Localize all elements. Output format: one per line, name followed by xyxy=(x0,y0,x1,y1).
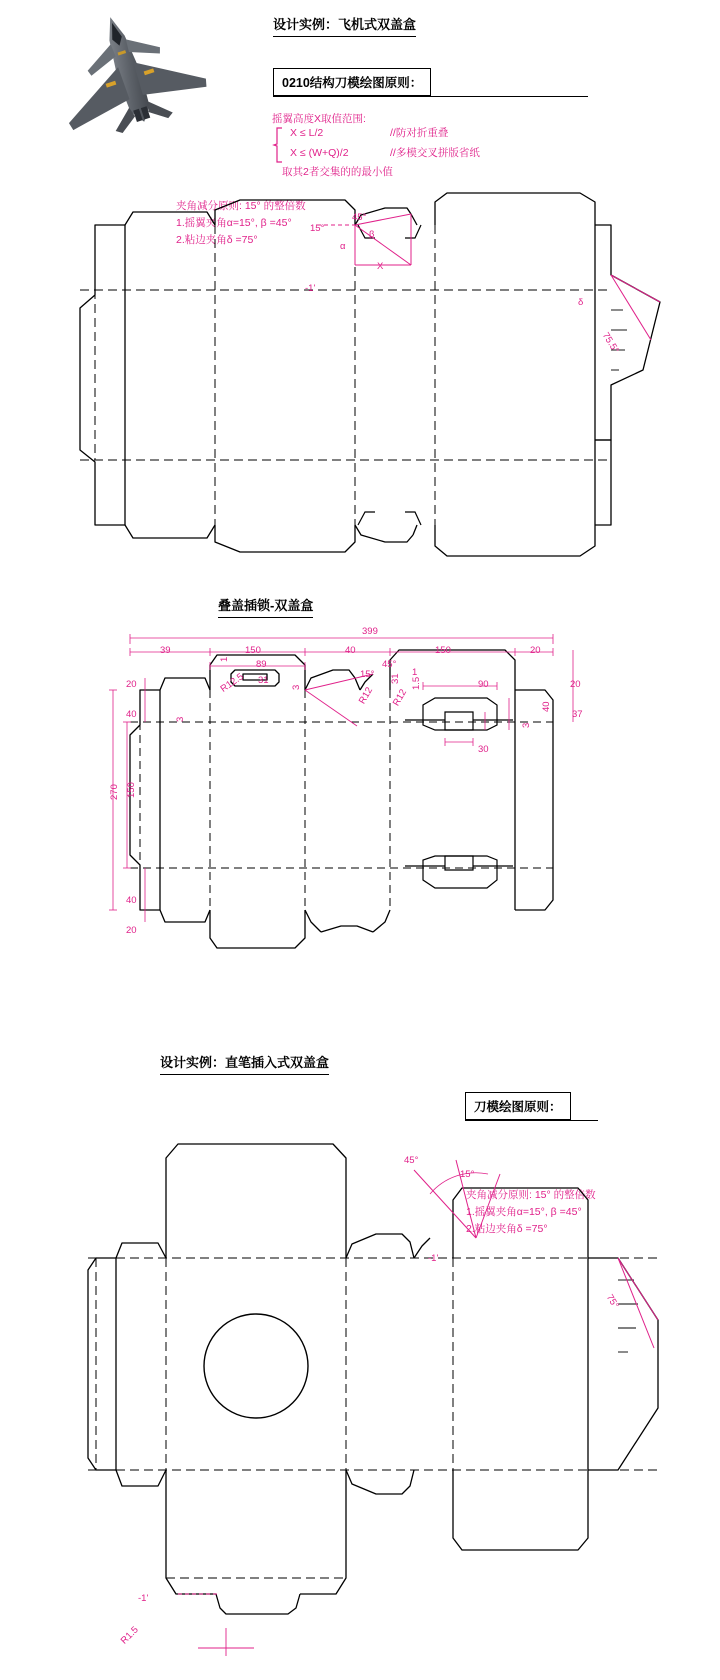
dim-right-40: 40 xyxy=(541,701,552,712)
label-15deg: 15° xyxy=(310,223,325,234)
dim-left-270: 270 xyxy=(109,784,120,800)
dim-mid-45deg: 45° xyxy=(382,659,397,670)
s3-label-75deg: 75° xyxy=(603,1292,621,1311)
note-brace xyxy=(272,127,286,163)
section3-title-text: 设计实例：直笔插入式双盖盒 xyxy=(160,1052,329,1075)
dim-top-seg-1: 39 xyxy=(160,645,171,656)
dim-r12-b: R12 xyxy=(390,687,410,708)
dim-right-30: 30 xyxy=(478,744,489,755)
section1-title xyxy=(273,14,416,37)
dim-inner-31: 31 xyxy=(258,675,269,686)
s3-label-minus1-top: -1' xyxy=(428,1253,439,1264)
dim-left-40-top: 40 xyxy=(126,709,137,720)
dieline-airplane-box xyxy=(55,190,675,570)
section3-rule-line3: 2.粘边夹角δ =75° xyxy=(466,1223,548,1235)
section-airplane-box xyxy=(0,0,720,580)
dim-inner-89: 89 xyxy=(256,659,267,670)
label-alpha: α xyxy=(340,241,346,252)
s3-label-15deg: 15° xyxy=(460,1169,475,1180)
section1-boxed-title: 0210结构刀模绘图原则： xyxy=(273,68,431,96)
dim-left-3: 3 xyxy=(175,716,186,722)
section-double-lid-box xyxy=(0,580,720,1000)
note-heading: 摇翼高度X取值范围: xyxy=(272,113,366,125)
section3-title xyxy=(160,1052,329,1075)
dim-left-1: 1 xyxy=(219,656,230,662)
s3-label-minus1-bottom: -1' xyxy=(138,1593,149,1604)
rule-line1: 夹角减分原则: 15° 的整倍数 xyxy=(176,200,306,212)
label-45deg: 45° xyxy=(352,212,367,223)
dim-top-seg-3: 40 xyxy=(345,645,356,656)
dim-mid-15b: 1.5 xyxy=(411,676,422,690)
dim-mid-15deg: 15° xyxy=(360,669,375,680)
section3-rule-line2: 1.摇翼夹角α=15°, β =45° xyxy=(466,1206,582,1218)
label-75-5deg: 75.5° xyxy=(599,330,621,356)
dim-right-37: 37 xyxy=(572,709,583,720)
section2-title-text: 叠盖插锁-双盖盒 xyxy=(218,595,313,618)
dim-left-150: 150 xyxy=(126,782,137,798)
rule-line3: 2.粘边夹角δ =75° xyxy=(176,234,258,246)
dim-right-20: 20 xyxy=(570,679,581,690)
label-minus1: -1' xyxy=(305,283,316,294)
dim-right-90: 90 xyxy=(478,679,489,690)
note-line2: X ≤ (W+Q)/2 xyxy=(290,147,349,159)
note-line1: X ≤ L/2 xyxy=(290,127,324,139)
dim-r12-a: R12 xyxy=(356,685,376,706)
dim-top-seg-4: 150 xyxy=(435,645,451,656)
rule-line2: 1.摇翼夹角α=15°, β =45° xyxy=(176,217,292,229)
dim-right-3: 3 xyxy=(521,722,532,728)
dim-top-seg-5: 20 xyxy=(530,645,541,656)
section1-title-text: 设计实例：飞机式双盖盒 xyxy=(273,14,416,37)
section1-boxed-underline xyxy=(273,96,588,97)
section-straight-tuck-box xyxy=(0,1030,720,1680)
label-beta: β xyxy=(369,229,375,240)
dim-inner-3: 3 xyxy=(291,684,302,690)
s3-label-r15: R1.5 xyxy=(118,1624,141,1647)
section2-title xyxy=(218,595,313,618)
section3-boxed-title: 刀模绘图原则： xyxy=(465,1092,571,1120)
dim-left-40-bottom: 40 xyxy=(126,895,137,906)
note-line2-comment: //多模交叉拼版省纸 xyxy=(390,147,480,159)
dim-left-20-bottom: 20 xyxy=(126,925,137,936)
note-line3: 取其2者交集的的最小值 xyxy=(282,166,393,178)
dim-top-seg-2: 150 xyxy=(245,645,261,656)
dieline-straight-tuck-box xyxy=(58,1108,678,1668)
label-delta: δ xyxy=(578,297,584,308)
dim-r125: R12.5 xyxy=(218,671,246,695)
dim-mid-31: 31 xyxy=(390,673,401,684)
dim-mid-1: 1 xyxy=(412,667,418,678)
section3-rule-line1: 夹角减分原则: 15° 的整倍数 xyxy=(466,1189,596,1201)
fighter-jet-illustration xyxy=(30,6,230,151)
label-x: X xyxy=(377,261,384,272)
note-line1-comment: //防对折重叠 xyxy=(390,127,449,139)
s3-label-45deg: 45° xyxy=(404,1155,419,1166)
dieline-double-lid-box xyxy=(105,630,625,980)
dim-left-20-top: 20 xyxy=(126,679,137,690)
dim-top-total: 399 xyxy=(362,626,378,637)
